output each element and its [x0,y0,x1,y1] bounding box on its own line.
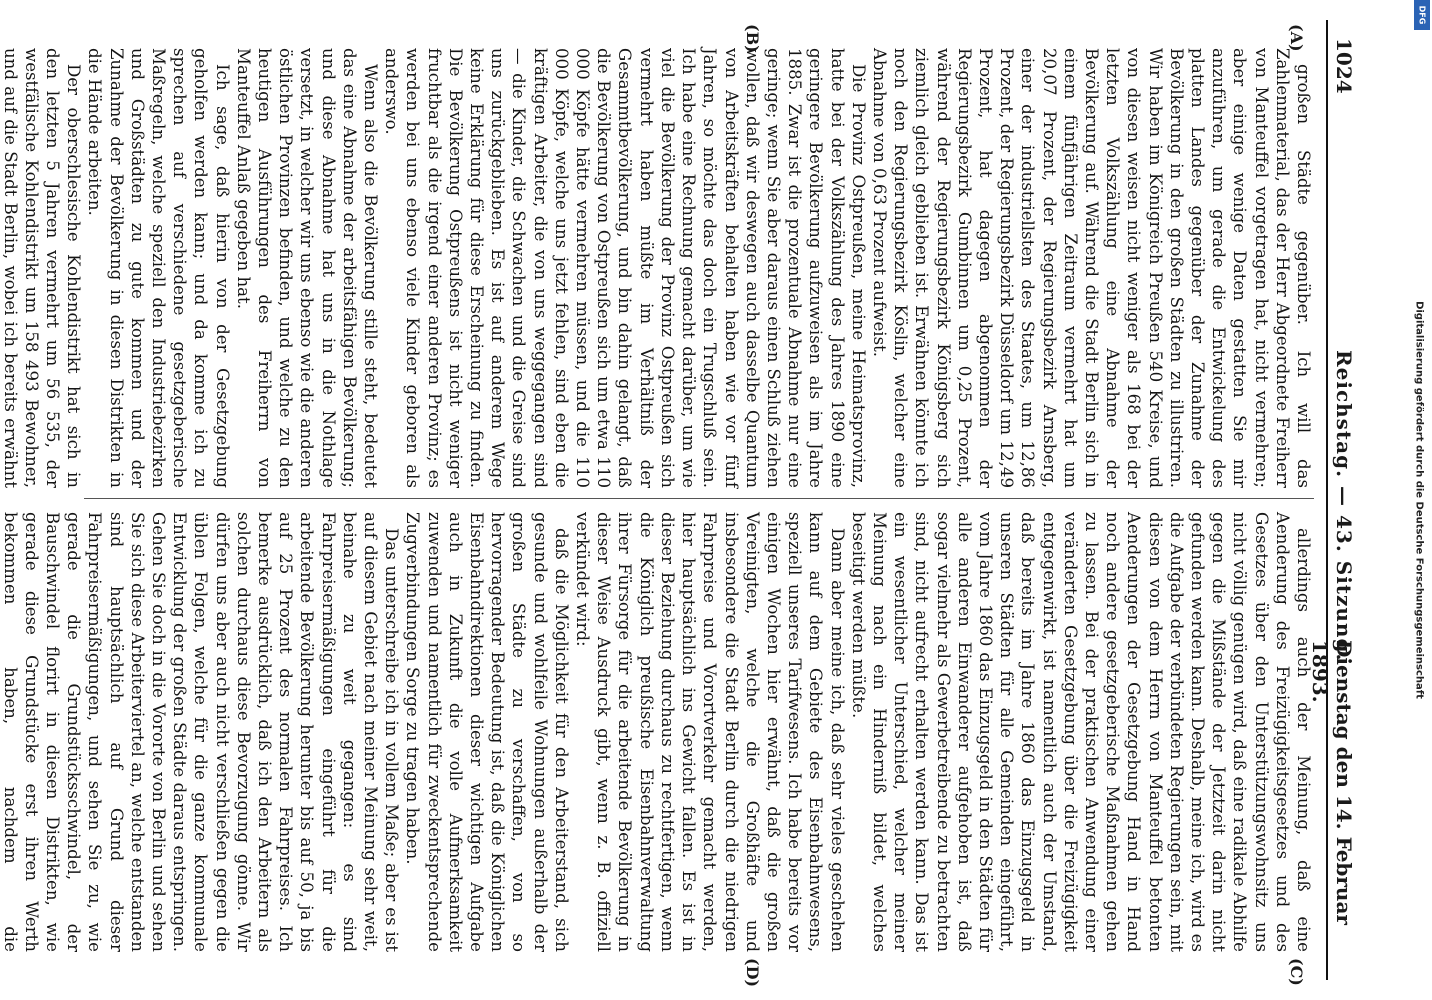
column-divider [84,498,1314,499]
session-date: Dienstag den 14. Februar 1893. [1308,640,1356,925]
paragraph: Ich sage, daß hierin von der Gesetzgebung geholfen werden kann; und da komme ich zu sprechen auf verschiedene gesetzgeberische Maßregeln, welche speziell den Industriebezirken und Großstädten zu gute kommen und der Zunahme der Bevölkerung in diesen Distrikten in die Hände arbeiten. [85,48,232,488]
margin-marker-b: (B) [743,24,762,53]
left-text-column [0,48,1314,488]
paragraph: Wenn also die Bevölkerung stille steht, bedeutet das eine Abnahme der arbeitsfähigen Bevölkerung; und diese Abnahme hat uns in die Nothlage versetzt, in welcher wir uns ebenso wie die anderen östlichen Provinzen befinden, und welche zu den heutigen Ausführungen des Freiherrn von Manteuffel Anlaß gegeben hat. [233,48,381,488]
paragraph: Dann aber meine ich, daß sehr vieles geschehen kann auf dem Gebiete des Eisenbahnwesens, speziell unseres Tarifwesens. Ich habe bereits vor einigen Wochen hier erwähnt, daß die großen Vereinigten, welche die Großhäfte und insbesondere die Stadt Berlin durch die niedrigen Fahrpreise und Vorortverkehr gemacht werden, hier hauptsächlich ins Gewicht fallen. Es ist in dieser Beziehung durchaus zu rechtfertigen, wenn die Königlich preußische Eisenbahnverwaltung ihrer Fürsorge für die arbeitende Bevölkerung in dieser Weise Ausdruck gibt, wenn z. B. offiziell verkündet wird: [573,512,847,952]
session-title: Reichstag. — 43. Sitzung. [1332,350,1356,662]
page-number: 1024 [1332,38,1356,94]
credit-text: Digitalisierung gefördert durch die Deutsche Forschungsgemeinschaft [1413,301,1425,699]
digitization-credit [1410,0,1428,1000]
page-header [1308,20,1358,980]
dfg-logo-text: DFG [1417,5,1427,25]
margin-marker-c: (C) [1287,958,1306,986]
right-text-column [0,512,1314,952]
paragraph: großen Städte gegenüber. Ich will das Zahlenmaterial, das der Herr Abgeordnete Freiherr von Manteuffel vorgetragen hat, nicht vermehren; aber einige wenige Daten gestatten Sie mir anzuführen, um gerade die Entwickelung des platten Landes gegenüber der Zunahme der Bevölkerung in den großen Städten zu illustriren. Wir haben im Königreich Preußen 540 Kreise, und von diesen weisen nicht weniger als 168 bei der letzten Volkszählung eine Abnahme der Bevölkerung auf. Während die Stadt Berlin sich in einem fünfjährigen Zeitraum vermehrt hat um 20,07 Prozent, der Regierungsbezirk Arnsberg, einer der industriellsten des Staates, um 12,86 Prozent, der Regierungsbezirk Düsseldorf um 12,49 Prozent, hat dagegen abgenommen der Regierungsbezirk Gumbinnen um 0,25 Prozent, während der Regierungsbezirk Königsberg sich ziemlich gleich geblieben ist. Erwähnen könnte ich noch den Regierungsbezirk Köslin, welcher eine Abnahme von 0,63 Prozent aufweist. [869,48,1313,488]
rotated-scan-page [0,20,1402,988]
margin-marker-a: (A) [1287,24,1306,52]
paragraph: Die Provinz Ostpreußen, meine Heimatsprovinz, hatte bei der Volkszählung des Jahres 1890 eine geringere Bevölkerung aufzuweisen als im Jahre 1885. Zwar ist die prozentuale Abnahme nur eine geringe; wenn Sie aber daraus einen Schluß ziehen wollen, daß wir deswegen auch dasselbe Quantum von Arbeitskräften behalten haben wie vor fünf Jahren, so möchte das doch ein Trugschluß sein. Ich habe eine Rechnung gemacht darüber, um wie viel die Bevölkerung der Provinz Ostpreußen sich vermehrt haben müßte im Verhältniß der Gesammtbevölkerung, und bin dahin gelangt, daß die Bevölkerung von Ostpreußen sich um etwa 110 000 Köpfe hätte vermehren müssen, und die 110 000 Köpfe, welche uns jetzt fehlen, sind eben die kräftigen Arbeiter, die von uns weggegangen sind — die Kinder, die Schwachen und die Greise sind uns zurückgeblieben. Es ist auf anderem Wege keine Erklärung für diese Erscheinung zu finden. Die Bevölkerung Ostpreußens ist nicht weniger fruchtbar als die irgend einer anderen Provinz; es werden bei uns ebenso viele Kinder geboren als anderswo. [382,48,868,488]
paragraph: Das unterschreibe ich in vollem Maße; aber es ist auf diesem Gebiet nach meiner Meinung sehr weit, beinahe zu weit gegangen: es sind Fahrpreisermäßigungen eingeführt für die arbeitende Bevölkerung herunter bis auf 50, ja bis auf 25 Prozent des normalen Fahrpreises. Ich bemerke ausdrücklich, daß ich den Arbeitern als solchen durchaus diese Bevorzugung gönne. Wir dürfen uns aber auch nicht verschließen gegen die üblen Folgen, welche für die ganze kommunale Entwicklung der großen Städte daraus entspringen. Gehen Sie doch in die Vororte von Berlin und sehen Sie sich diese Arbeiterviertel an, welche entstanden sind hauptsächlich auf Grund dieser Fahrpreisermäßigungen, und sehen Sie zu, wie gerade die Grundstücksschwindel, der Bauschwindel florirt in diesen Distrikten, wie gerade diese Grundstücke erst ihren Werth bekommen haben, nachdem die [0,512,402,952]
paragraph: Der oberschlesische Kohlendistrikt hat sich in den letzten 5 Jahren vermehrt um 56 535, der westfälische Kohlendistrikt um 158 493 Bewohner, und auf die Stadt Berlin, wobei ich bereits erwähnt [0,48,84,488]
quoted-paragraph: daß die Möglichkeit für den Arbeiterstand, sich gesunde und wohlfeile Wohnungen außerhalb der großen Städte zu verschaffen, von so hervorragender Bedeutung ist, daß die Königlichen Eisenbahndirektionen dieser wichtigen Aufgabe auch in Zukunft die volle Aufmerksamkeit zuwenden und namentlich für zweckentsprechende Zugverbindungen Sorge zu tragen haben. [403,512,571,952]
margin-marker-d: (D) [743,958,762,988]
paragraph: allerdings auch der Meinung, daß eine Aenderung des Freizügigkeitsgesetzes und des Gesetzes über den Unterstützungswohnsitz uns nicht völlig genügen wird, daß eine radikale Abhilfe gegen die Mißstände der Jetztzeit darin nicht gefunden werden kann. Deshalb, meine ich, wird es die Aufgabe der verbündeten Regierungen sein, mit diesen von dem Herrn von Manteuffel betonten Aenderungen der Gesetzgebung Hand in Hand noch andere gesetzgeberische Maßnahmen gehen zu lassen. Bei der praktischen Anwendung einer veränderten Gesetzgebung über die Freizügigkeit entgegenwirkt, ist namentlich auch der Umstand, daß bereits im Jahre 1860 das Einzugsgeld in unseren Städten für alle Gemeinden eingeführt, vom Jahre 1860 das Einzugsgeld in den Städten für alle anderen Einwanderer aufgehoben ist, daß sogar vielmehr als Gewerbetreibende zu betrachten sind, nicht aufrecht erhalten werden kann. Das ist ein wesentlicher Unterschied, welcher meiner Meinung nach ein Hinderniß bildet, welches beseitigt werden müßte. [848,512,1313,952]
